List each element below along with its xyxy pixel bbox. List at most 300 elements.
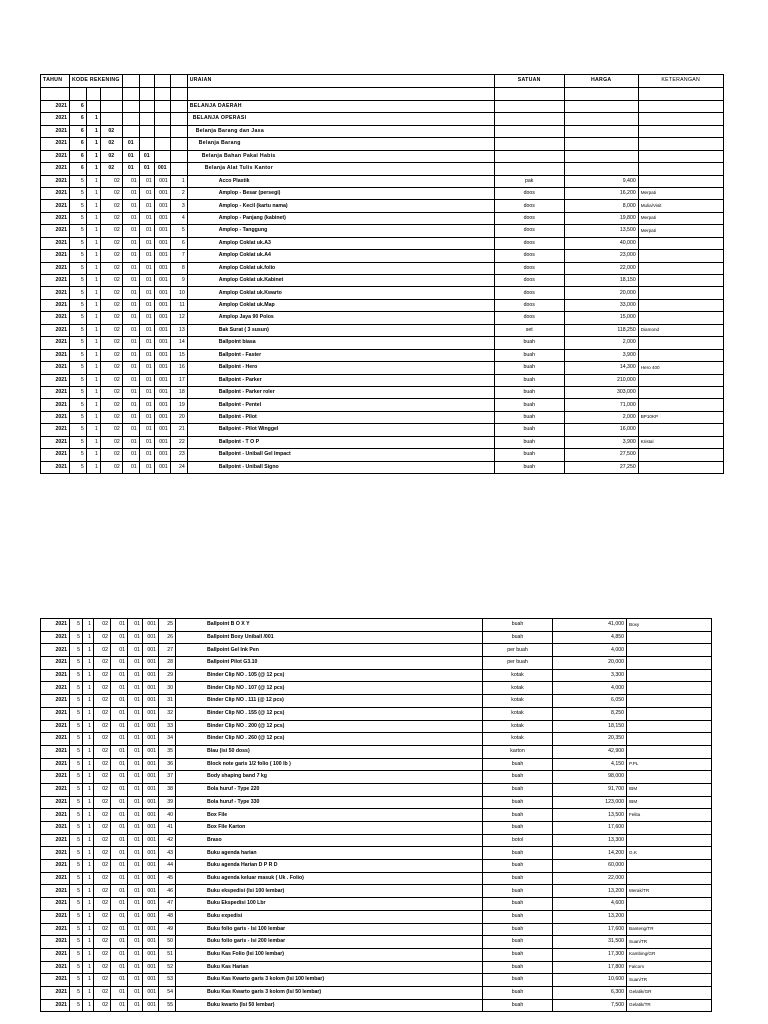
cell-harga xyxy=(564,125,638,137)
cell-harga: 2,000 xyxy=(564,337,638,349)
cell-kode-2: 1 xyxy=(86,299,100,311)
cell-kode-2: 1 xyxy=(83,720,94,733)
cell-no: 4 xyxy=(170,212,187,224)
cell-uraian: Buku Ekspedisi 100 Lbr xyxy=(176,898,483,911)
table-row xyxy=(41,225,724,237)
cell-kode-1: 5 xyxy=(70,961,83,974)
table-row xyxy=(41,720,712,733)
cell-kode-2: 1 xyxy=(83,796,94,809)
cell-kode-3: 02 xyxy=(100,461,122,473)
cell-no: 47 xyxy=(159,898,176,911)
cell-kode-6: 001 xyxy=(154,374,170,386)
cell-keterangan xyxy=(627,669,712,682)
cell-kode-6: 001 xyxy=(143,644,159,657)
cell-kode-5: 01 xyxy=(128,898,143,911)
cell-kode-2: 1 xyxy=(83,961,94,974)
cell-kode-5: 01 xyxy=(128,910,143,923)
cell-kode-2: 1 xyxy=(86,337,100,349)
cell-uraian: Belanja Barang xyxy=(187,138,494,150)
cell-uraian: BELANJA OPERASI xyxy=(187,113,494,125)
cell-kode-5: 01 xyxy=(128,733,143,746)
cell-satuan xyxy=(494,100,564,112)
cell-uraian: Ballpoint - Uniball Signo xyxy=(187,461,494,473)
cell-kode-4: 01 xyxy=(111,758,128,771)
cell-kode-4: 01 xyxy=(122,362,139,374)
cell-kode-4: 01 xyxy=(111,669,128,682)
cell-satuan: doos xyxy=(494,237,564,249)
cell-kode-2: 1 xyxy=(83,974,94,987)
cell-kode-6: 001 xyxy=(154,250,170,262)
cell-kode-1: 5 xyxy=(70,424,87,436)
cell-kode-4: 01 xyxy=(111,707,128,720)
cell-kode-2: 1 xyxy=(83,783,94,796)
cell-tahun: 2021 xyxy=(41,125,70,137)
cell-satuan: doos xyxy=(494,299,564,311)
cell-kode-4: 01 xyxy=(111,657,128,670)
cell-satuan xyxy=(494,138,564,150)
cell-keterangan xyxy=(638,386,723,398)
cell-keterangan xyxy=(627,745,712,758)
cell-kode-1: 5 xyxy=(70,287,87,299)
cell-uraian: Binder Clip NO . 105 (@ 12 pcs) xyxy=(176,669,483,682)
cell-uraian: Bola huruf - Type 330 xyxy=(176,796,483,809)
table-row xyxy=(41,449,724,461)
cell-uraian: Ballpoint biasa xyxy=(187,337,494,349)
cell-no: 38 xyxy=(159,783,176,796)
cell-kode-4: 01 xyxy=(111,745,128,758)
cell-tahun: 2021 xyxy=(41,733,70,746)
cell-harga: 13,300 xyxy=(553,834,627,847)
cell-kode-2: 1 xyxy=(86,324,100,336)
cell-kode-2: 1 xyxy=(83,758,94,771)
cell-kode-3: 02 xyxy=(100,163,122,175)
table-row xyxy=(41,885,712,898)
cell-uraian: Buku Kas Kwarto garis 3 kolom (Isi 50 lembar) xyxy=(176,986,483,999)
cell-tahun: 2021 xyxy=(41,187,70,199)
cell-keterangan xyxy=(638,349,723,361)
cell-kode-5: 01 xyxy=(128,771,143,784)
cell-kode-1: 5 xyxy=(70,312,87,324)
cell-uraian: Buku folio garis - Isi 200 lembar xyxy=(176,936,483,949)
cell-kode-2: 1 xyxy=(86,411,100,423)
cell-no: 21 xyxy=(170,424,187,436)
cell-satuan xyxy=(494,113,564,125)
cell-kode-6: 001 xyxy=(154,399,170,411)
cell-no: 37 xyxy=(159,771,176,784)
cell-kode-2: 1 xyxy=(86,237,100,249)
cell-harga: 98,000 xyxy=(553,771,627,784)
cell-kode-5: 01 xyxy=(128,834,143,847)
cell-uraian: Belanja Barang dan Jasa xyxy=(187,125,494,137)
cell-uraian: Binder Clip NO . 107 (@ 12 pcs) xyxy=(176,682,483,695)
cell-kode-6: 001 xyxy=(143,885,159,898)
cell-kode-4: 01 xyxy=(122,449,139,461)
cell-no: 45 xyxy=(159,872,176,885)
header-harga: HARGA xyxy=(564,75,638,88)
cell-uraian: Amplop Coklat uk.folio xyxy=(187,262,494,274)
cell-kode-2: 1 xyxy=(86,275,100,287)
cell-kode-4: 01 xyxy=(111,783,128,796)
cell-kode-5: 01 xyxy=(139,225,154,237)
cell-kode-5: 01 xyxy=(139,461,154,473)
cell-tahun: 2021 xyxy=(41,275,70,287)
cell-kode-2 xyxy=(86,100,100,112)
section-row xyxy=(41,125,724,137)
cell-uraian: Amplop Coklat uk.Kabinet xyxy=(187,275,494,287)
cell-kode-2: 1 xyxy=(86,163,100,175)
cell-kode-3: 02 xyxy=(100,424,122,436)
cell-satuan: buah xyxy=(483,910,553,923)
cell-tahun: 2021 xyxy=(41,771,70,784)
table-row xyxy=(41,619,712,632)
cell-kode-1: 5 xyxy=(70,898,83,911)
section-row xyxy=(41,163,724,175)
cell-uraian: Box File xyxy=(176,809,483,822)
cell-no: 48 xyxy=(159,910,176,923)
cell-harga: 118,250 xyxy=(564,324,638,336)
cell-harga: 13,500 xyxy=(553,809,627,822)
cell-kode-3 xyxy=(100,113,122,125)
cell-harga: 210,000 xyxy=(564,374,638,386)
cell-kode-6: 001 xyxy=(143,910,159,923)
cell-harga: 31,500 xyxy=(553,936,627,949)
cell-harga: 13,200 xyxy=(553,910,627,923)
cell-kode-3: 02 xyxy=(100,125,122,137)
cell-keterangan: BP10KP xyxy=(638,411,723,423)
cell-kode-1: 5 xyxy=(70,758,83,771)
cell-tahun: 2021 xyxy=(41,287,70,299)
cell-kode-6: 001 xyxy=(154,312,170,324)
cell-kode-1: 5 xyxy=(70,999,83,1012)
cell-harga: 60,000 xyxy=(553,860,627,873)
cell-kode-4: 01 xyxy=(122,262,139,274)
table-row xyxy=(41,847,712,860)
cell-uraian: Buku kwarto (Isi 50 lembar) xyxy=(176,999,483,1012)
cell-kode-1: 5 xyxy=(70,885,83,898)
cell-satuan: pak xyxy=(494,175,564,187)
cell-kode-2: 1 xyxy=(86,436,100,448)
cell-no: 8 xyxy=(170,262,187,274)
cell-kode-1: 5 xyxy=(70,200,87,212)
cell-kode-5: 01 xyxy=(128,669,143,682)
cell-satuan: buah xyxy=(483,923,553,936)
cell-kode-1: 5 xyxy=(70,936,83,949)
cell-kode-1: 5 xyxy=(70,657,83,670)
cell-satuan: doos xyxy=(494,250,564,262)
cell-kode-4: 01 xyxy=(122,312,139,324)
cell-kode-1: 5 xyxy=(70,436,87,448)
cell-kode-1: 6 xyxy=(70,125,87,137)
cell-harga: 4,000 xyxy=(553,644,627,657)
cell-no: 30 xyxy=(159,682,176,695)
cell-uraian: BELANJA DAERAH xyxy=(187,100,494,112)
cell-kode-6: 001 xyxy=(143,783,159,796)
cell-harga: 14,200 xyxy=(553,847,627,860)
cell-harga: 20,000 xyxy=(553,657,627,670)
table-row xyxy=(41,745,712,758)
cell-kode-2: 1 xyxy=(86,138,100,150)
cell-kode-1: 5 xyxy=(70,225,87,237)
cell-kode-4: 01 xyxy=(111,733,128,746)
cell-kode-5: 01 xyxy=(128,758,143,771)
header-keterangan: KETERANGAN xyxy=(638,75,723,88)
cell-uraian: Ballpoint - Uniball Gel Impact xyxy=(187,449,494,461)
cell-tahun: 2021 xyxy=(41,860,70,873)
cell-uraian: Buku Kas Folio (Isi 100 lembar) xyxy=(176,948,483,961)
cell-kode-2: 1 xyxy=(86,374,100,386)
cell-kode-2: 1 xyxy=(83,860,94,873)
cell-no: 44 xyxy=(159,860,176,873)
cell-kode-4: 01 xyxy=(122,461,139,473)
table-row xyxy=(41,771,712,784)
cell-kode-3: 02 xyxy=(94,847,111,860)
cell-kode-4: 01 xyxy=(122,212,139,224)
cell-kode-4 xyxy=(122,100,139,112)
cell-kode-4: 01 xyxy=(111,974,128,987)
cell-satuan: buah xyxy=(494,399,564,411)
cell-no: 26 xyxy=(159,631,176,644)
cell-harga: 40,000 xyxy=(564,237,638,249)
cell-harga xyxy=(564,113,638,125)
spreadsheet-table-top xyxy=(40,74,724,474)
cell-kode-4: 01 xyxy=(122,187,139,199)
table-row xyxy=(41,707,712,720)
cell-harga: 4,850 xyxy=(553,631,627,644)
cell-kode-6: 001 xyxy=(143,745,159,758)
cell-uraian: Amplop Coklat uk.A4 xyxy=(187,250,494,262)
cell-kode-6 xyxy=(154,113,170,125)
cell-kode-6: 001 xyxy=(154,212,170,224)
cell-kode-6 xyxy=(154,138,170,150)
cell-tahun: 2021 xyxy=(41,720,70,733)
cell-kode-1: 5 xyxy=(70,631,83,644)
cell-tahun: 2021 xyxy=(41,822,70,835)
table-row xyxy=(41,822,712,835)
cell-uraian: Braso xyxy=(176,834,483,847)
cell-no: 39 xyxy=(159,796,176,809)
cell-harga: 22,000 xyxy=(564,262,638,274)
cell-kode-1: 6 xyxy=(70,100,87,112)
cell-kode-3: 02 xyxy=(100,337,122,349)
cell-kode-4: 01 xyxy=(122,436,139,448)
cell-uraian: Ballpoint - Hero xyxy=(187,362,494,374)
cell-kode-3: 02 xyxy=(94,796,111,809)
cell-kode-5: 01 xyxy=(139,200,154,212)
cell-satuan: buah xyxy=(483,961,553,974)
cell-no: 17 xyxy=(170,374,187,386)
cell-kode-5 xyxy=(139,100,154,112)
cell-tahun: 2021 xyxy=(41,461,70,473)
section-row xyxy=(41,150,724,162)
cell-kode-4: 01 xyxy=(111,720,128,733)
cell-keterangan: Diamond xyxy=(638,324,723,336)
cell-satuan: buah xyxy=(483,619,553,632)
cell-keterangan: Boxy xyxy=(627,619,712,632)
cell-uraian: Binder Clip NO . 155 (@ 12 pcs) xyxy=(176,707,483,720)
cell-no: 7 xyxy=(170,250,187,262)
cell-kode-4: 01 xyxy=(122,250,139,262)
cell-kode-5: 01 xyxy=(128,860,143,873)
cell-tahun: 2021 xyxy=(41,337,70,349)
cell-uraian: Body shaping band 7 kg xyxy=(176,771,483,784)
cell-kode-6: 001 xyxy=(143,758,159,771)
cell-no: 15 xyxy=(170,349,187,361)
cell-kode-3: 02 xyxy=(94,695,111,708)
cell-keterangan xyxy=(638,287,723,299)
cell-satuan xyxy=(494,150,564,162)
cell-kode-5: 01 xyxy=(139,337,154,349)
cell-kode-1: 5 xyxy=(70,362,87,374)
cell-keterangan xyxy=(638,275,723,287)
cell-no: 54 xyxy=(159,986,176,999)
cell-satuan: buah xyxy=(483,872,553,885)
cell-kode-5: 01 xyxy=(128,657,143,670)
cell-kode-3: 02 xyxy=(100,200,122,212)
cell-tahun: 2021 xyxy=(41,138,70,150)
cell-kode-2: 1 xyxy=(83,707,94,720)
cell-kode-4: 01 xyxy=(111,872,128,885)
table-row xyxy=(41,411,724,423)
cell-kode-6: 001 xyxy=(143,872,159,885)
table-row xyxy=(41,424,724,436)
cell-keterangan xyxy=(638,138,723,150)
cell-kode-2: 1 xyxy=(86,262,100,274)
cell-no: 31 xyxy=(159,695,176,708)
cell-no: 12 xyxy=(170,312,187,324)
cell-kode-1: 5 xyxy=(70,822,83,835)
cell-keterangan xyxy=(638,125,723,137)
cell-kode-1: 5 xyxy=(70,374,87,386)
cell-kode-3: 02 xyxy=(100,324,122,336)
cell-kode-6: 001 xyxy=(143,822,159,835)
section-row xyxy=(41,113,724,125)
cell-tahun: 2021 xyxy=(41,783,70,796)
cell-satuan: kotak xyxy=(483,695,553,708)
cell-harga xyxy=(564,138,638,150)
table-row xyxy=(41,695,712,708)
cell-kode-2: 1 xyxy=(83,771,94,784)
cell-kode-5: 01 xyxy=(128,619,143,632)
cell-kode-6: 001 xyxy=(143,631,159,644)
cell-kode-5: 01 xyxy=(128,796,143,809)
cell-uraian: Buku agenda harian xyxy=(176,847,483,860)
cell-uraian: Ballpoint Gel Ink Pen xyxy=(176,644,483,657)
cell-no xyxy=(170,100,187,112)
table-row xyxy=(41,287,724,299)
cell-no: 23 xyxy=(170,449,187,461)
cell-kode-5 xyxy=(139,138,154,150)
cell-tahun: 2021 xyxy=(41,898,70,911)
cell-kode-2: 1 xyxy=(83,682,94,695)
cell-kode-6: 001 xyxy=(143,834,159,847)
cell-kode-5: 01 xyxy=(139,386,154,398)
cell-kode-1: 5 xyxy=(70,399,87,411)
table-row xyxy=(41,986,712,999)
cell-kode-2: 1 xyxy=(83,936,94,949)
cell-kode-2: 1 xyxy=(83,631,94,644)
cell-kode-1: 5 xyxy=(70,783,83,796)
cell-kode-6: 001 xyxy=(143,847,159,860)
cell-kode-5: 01 xyxy=(139,436,154,448)
cell-kode-6: 001 xyxy=(143,733,159,746)
cell-kode-6: 001 xyxy=(154,386,170,398)
cell-kode-3: 02 xyxy=(100,386,122,398)
cell-kode-6: 001 xyxy=(143,695,159,708)
cell-satuan: buah xyxy=(483,758,553,771)
cell-kode-2: 1 xyxy=(86,312,100,324)
cell-harga: 9,400 xyxy=(564,175,638,187)
cell-kode-4: 01 xyxy=(122,411,139,423)
cell-no: 3 xyxy=(170,200,187,212)
cell-keterangan xyxy=(627,720,712,733)
cell-no: 28 xyxy=(159,657,176,670)
cell-kode-5: 01 xyxy=(139,275,154,287)
cell-tahun: 2021 xyxy=(41,262,70,274)
cell-kode-3: 02 xyxy=(100,287,122,299)
cell-kode-6: 001 xyxy=(143,923,159,936)
cell-no: 11 xyxy=(170,299,187,311)
cell-keterangan: Falcom xyxy=(627,961,712,974)
cell-harga: 20,350 xyxy=(553,733,627,746)
section-row xyxy=(41,100,724,112)
table-row xyxy=(41,362,724,374)
cell-harga: 4,000 xyxy=(553,682,627,695)
cell-tahun: 2021 xyxy=(41,399,70,411)
cell-keterangan xyxy=(627,682,712,695)
cell-kode-5: 01 xyxy=(128,885,143,898)
cell-kode-2: 1 xyxy=(86,386,100,398)
cell-kode-2: 1 xyxy=(83,695,94,708)
cell-kode-6 xyxy=(154,100,170,112)
cell-kode-2: 1 xyxy=(86,175,100,187)
cell-kode-5: 01 xyxy=(128,847,143,860)
cell-no: 14 xyxy=(170,337,187,349)
cell-kode-6 xyxy=(154,125,170,137)
cell-kode-1: 5 xyxy=(70,449,87,461)
cell-satuan: kotak xyxy=(483,707,553,720)
cell-kode-3: 02 xyxy=(94,910,111,923)
cell-kode-4: 01 xyxy=(111,898,128,911)
cell-no xyxy=(170,150,187,162)
cell-tahun: 2021 xyxy=(41,657,70,670)
cell-kode-2: 1 xyxy=(83,822,94,835)
cell-kode-2: 1 xyxy=(86,113,100,125)
cell-kode-1: 5 xyxy=(70,175,87,187)
cell-kode-3: 02 xyxy=(94,707,111,720)
cell-kode-3: 02 xyxy=(94,809,111,822)
cell-kode-4: 01 xyxy=(122,399,139,411)
cell-uraian: Buku agenda keluar masuk ( Uk . Folio) xyxy=(176,872,483,885)
cell-uraian: Amplop - Kecil (kartu nama) xyxy=(187,200,494,212)
cell-kode-6: 001 xyxy=(154,163,170,175)
cell-satuan: kotak xyxy=(483,682,553,695)
cell-harga: 13,200 xyxy=(553,885,627,898)
cell-kode-3: 02 xyxy=(100,225,122,237)
cell-kode-3: 02 xyxy=(94,682,111,695)
cell-kode-2: 1 xyxy=(86,349,100,361)
cell-harga: 27,250 xyxy=(564,461,638,473)
cell-tahun: 2021 xyxy=(41,100,70,112)
cell-kode-4: 01 xyxy=(122,175,139,187)
cell-kode-1: 5 xyxy=(70,337,87,349)
cell-keterangan xyxy=(638,312,723,324)
cell-kode-3: 02 xyxy=(94,733,111,746)
cell-uraian: Belanja Alat Tulis Kantor xyxy=(187,163,494,175)
cell-uraian: Buku expedisi xyxy=(176,910,483,923)
cell-harga: 7,500 xyxy=(553,999,627,1012)
table-row xyxy=(41,631,712,644)
cell-kode-2: 1 xyxy=(83,733,94,746)
